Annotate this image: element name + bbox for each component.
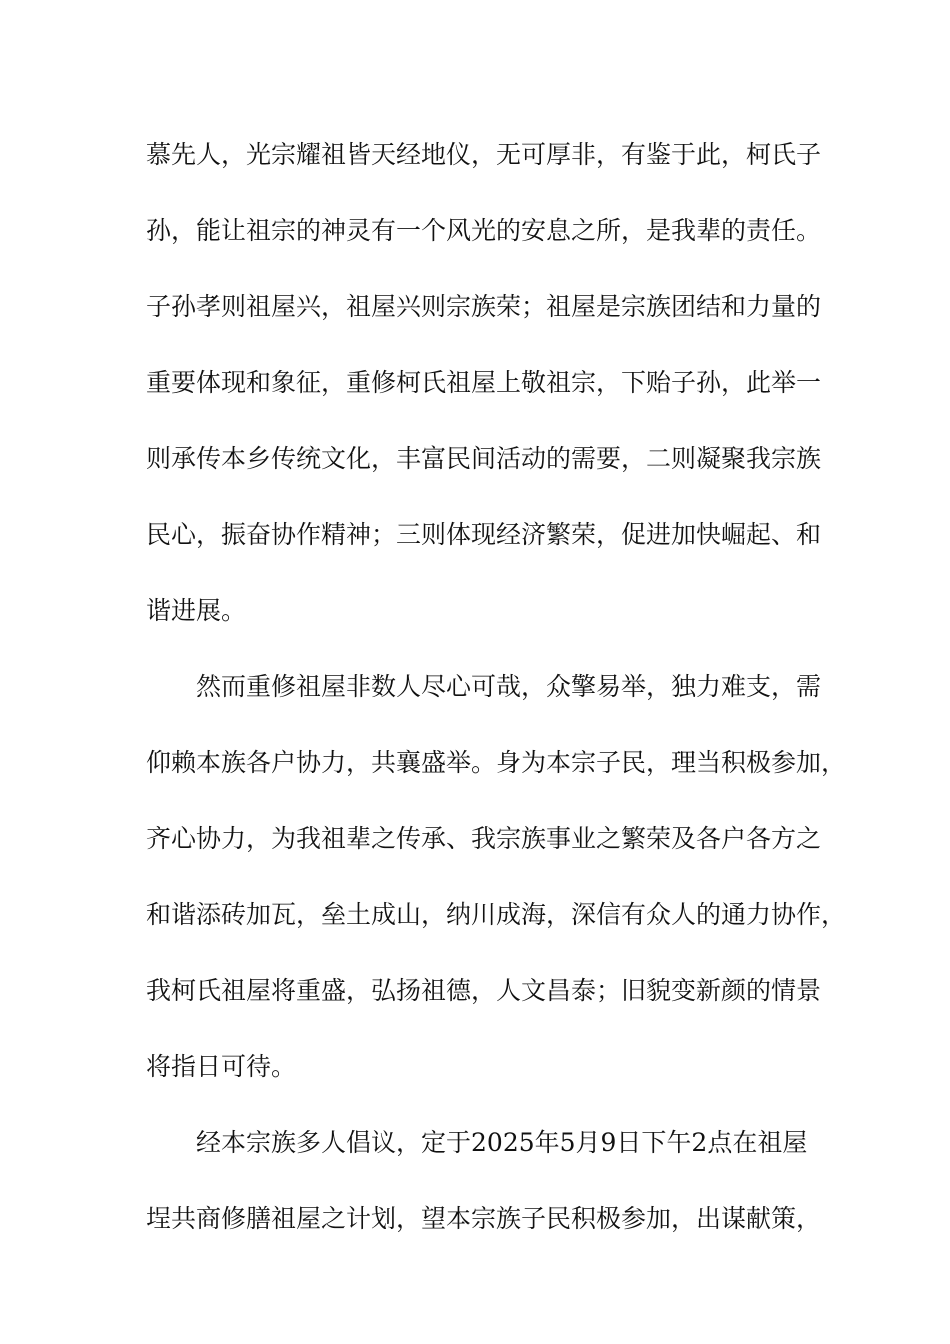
text-line-10: 齐心协力，为我祖辈之传承、我宗族事业之繁荣及各户各方之: [146, 824, 822, 853]
text-line-14: 经本宗族多人倡议，定于2025年5月9日下午2点在祖屋: [146, 1128, 808, 1157]
text-line-11: 和谐添砖加瓦，垒土成山，纳川成海，深信有众人的通力协作，: [146, 900, 847, 929]
text-line-15: 埕共商修膳祖屋之计划，望本宗族子民积极参加，出谋献策，: [146, 1204, 822, 1233]
text-line-7: 谐进展。: [146, 596, 247, 625]
body-text: [146, 131, 847, 1271]
text-line-12: 我柯氏祖屋将重盛，弘扬祖德，人文昌泰；旧貌变新颜的情景: [146, 976, 822, 1005]
text-line-9: 仰赖本族各户协力，共襄盛举。身为本宗子民，理当积极参加，: [146, 748, 847, 777]
text-line-3: 子孙孝则祖屋兴，祖屋兴则宗族荣；祖屋是宗族团结和力量的: [146, 292, 822, 321]
text-line-6: 民心，振奋协作精神；三则体现经济繁荣，促进加快崛起、和: [146, 520, 822, 549]
text-line-13: 将指日可待。: [146, 1052, 297, 1081]
text-line-2: 孙，能让祖宗的神灵有一个风光的安息之所，是我辈的责任。: [146, 216, 822, 245]
text-line-8: 然而重修祖屋非数人尽心可哉，众擎易举，独力难支，需: [146, 672, 822, 701]
text-line-5: 则承传本乡传统文化，丰富民间活动的需要，二则凝聚我宗族: [146, 444, 822, 473]
text-line-1: 慕先人，光宗耀祖皆天经地仪，无可厚非，有鉴于此，柯氏子: [146, 140, 822, 169]
text-line-4: 重要体现和象征，重修柯氏祖屋上敬祖宗，下贻子孙，此举一: [146, 368, 822, 397]
